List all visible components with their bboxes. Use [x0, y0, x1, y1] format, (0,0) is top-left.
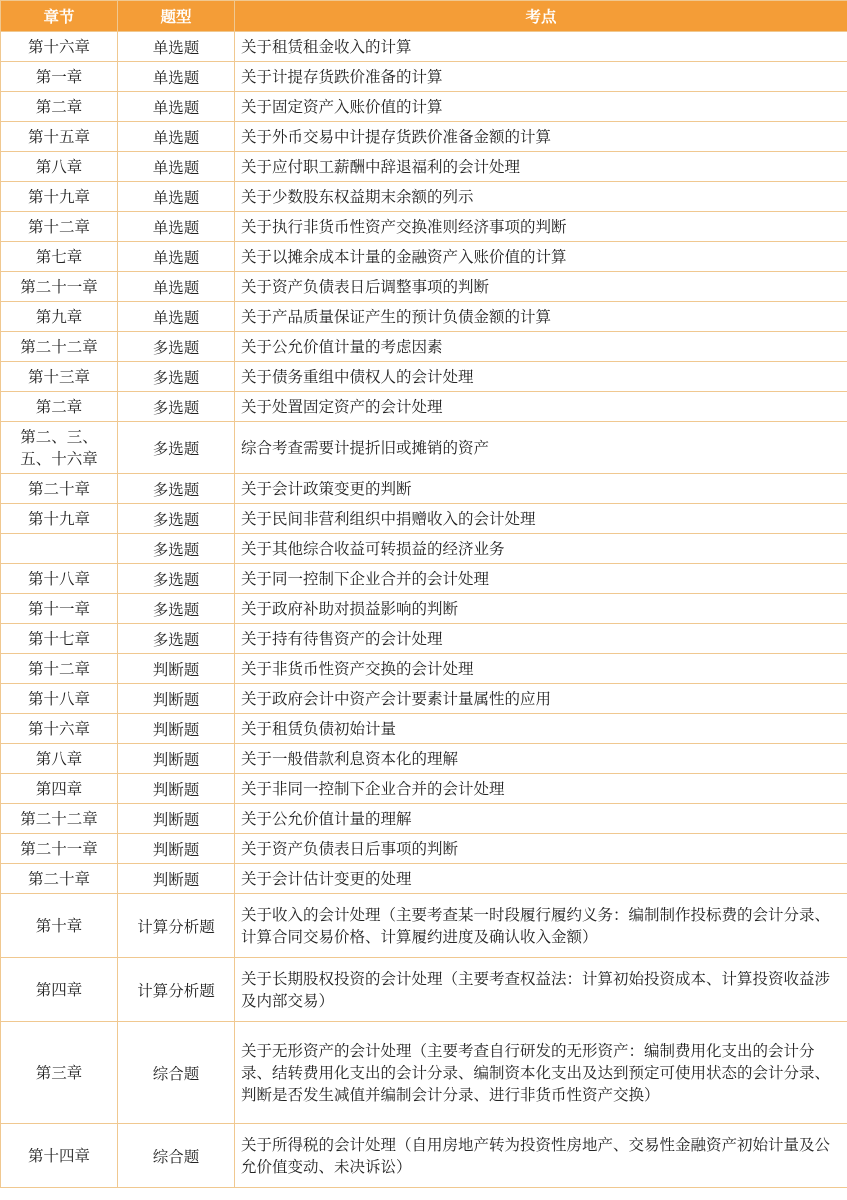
cell-topic: 关于非同一控制下企业合并的会计处理: [235, 774, 847, 804]
table-row: [1, 242, 847, 272]
cell-question-type: 判断题: [118, 684, 235, 714]
cell-question-type: 多选题: [118, 474, 235, 504]
cell-topic: 关于租赁租金收入的计算: [235, 32, 847, 62]
cell-chapter: 第四章: [1, 774, 118, 804]
table-row: [1, 684, 847, 714]
cell-chapter: 第二、三、五、十六章: [1, 422, 118, 474]
cell-chapter: 第二十章: [1, 864, 118, 894]
table-row: [1, 152, 847, 182]
cell-question-type: 判断题: [118, 744, 235, 774]
cell-chapter: 第二十二章: [1, 804, 118, 834]
cell-question-type: 多选题: [118, 332, 235, 362]
cell-question-type: 单选题: [118, 92, 235, 122]
cell-chapter: 第十二章: [1, 212, 118, 242]
table-row: [1, 958, 847, 1022]
cell-chapter: 第十四章: [1, 1124, 118, 1188]
cell-topic: 关于其他综合收益可转损益的经济业务: [235, 534, 847, 564]
cell-chapter: 第二十二章: [1, 332, 118, 362]
cell-chapter: 第十八章: [1, 684, 118, 714]
cell-topic: 关于外币交易中计提存货跌价准备金额的计算: [235, 122, 847, 152]
cell-question-type: 单选题: [118, 32, 235, 62]
cell-question-type: 多选题: [118, 534, 235, 564]
cell-topic: 关于计提存货跌价准备的计算: [235, 62, 847, 92]
cell-topic: 关于所得税的会计处理（自用房地产转为投资性房地产、交易性金融资产初始计量及公允价值变动、未决诉讼）: [235, 1124, 847, 1188]
cell-chapter: 第二十章: [1, 474, 118, 504]
table-row: [1, 714, 847, 744]
cell-topic: 关于债务重组中债权人的会计处理: [235, 362, 847, 392]
cell-chapter: 第十五章: [1, 122, 118, 152]
table-row: [1, 272, 847, 302]
table-row: [1, 654, 847, 684]
table-row: [1, 62, 847, 92]
cell-question-type: 多选题: [118, 422, 235, 474]
cell-chapter: 第二十一章: [1, 834, 118, 864]
cell-topic: 关于无形资产的会计处理（主要考查自行研发的无形资产：编制费用化支出的会计分录、结转费用化支出的会计分录、编制资本化支出及达到预定可使用状态的会计分录、判断是否发生减值并编制会计分录、进行非货币性资产交换）: [235, 1022, 847, 1124]
cell-question-type: 计算分析题: [118, 958, 235, 1022]
cell-question-type: 单选题: [118, 302, 235, 332]
cell-question-type: 多选题: [118, 362, 235, 392]
cell-topic: 关于以摊余成本计量的金融资产入账价值的计算: [235, 242, 847, 272]
cell-question-type: 判断题: [118, 864, 235, 894]
cell-question-type: 单选题: [118, 152, 235, 182]
cell-topic: 关于持有待售资产的会计处理: [235, 624, 847, 654]
cell-topic: 关于处置固定资产的会计处理: [235, 392, 847, 422]
cell-question-type: 多选题: [118, 504, 235, 534]
table-row: [1, 182, 847, 212]
cell-topic: 关于会计政策变更的判断: [235, 474, 847, 504]
cell-question-type: 单选题: [118, 62, 235, 92]
table-row: [1, 774, 847, 804]
cell-topic: 关于应付职工薪酬中辞退福利的会计处理: [235, 152, 847, 182]
cell-chapter: 第十八章: [1, 564, 118, 594]
table-row: [1, 624, 847, 654]
table-row: [1, 744, 847, 774]
cell-topic: 关于公允价值计量的考虑因素: [235, 332, 847, 362]
table-row: [1, 564, 847, 594]
cell-question-type: 计算分析题: [118, 894, 235, 958]
cell-topic: 关于会计估计变更的处理: [235, 864, 847, 894]
cell-question-type: 单选题: [118, 182, 235, 212]
table-row: [1, 864, 847, 894]
cell-topic: 关于固定资产入账价值的计算: [235, 92, 847, 122]
table-row: [1, 392, 847, 422]
header-topic: 考点: [235, 1, 847, 32]
cell-question-type: 判断题: [118, 774, 235, 804]
cell-topic: 关于政府补助对损益影响的判断: [235, 594, 847, 624]
cell-topic: 关于租赁负债初始计量: [235, 714, 847, 744]
cell-chapter: 第十六章: [1, 714, 118, 744]
table-row: [1, 834, 847, 864]
table-row: [1, 474, 847, 504]
table-row: [1, 1022, 847, 1124]
cell-chapter: 第十九章: [1, 504, 118, 534]
cell-chapter: 第二章: [1, 392, 118, 422]
cell-question-type: 多选题: [118, 392, 235, 422]
cell-question-type: 判断题: [118, 834, 235, 864]
cell-topic: 综合考查需要计提折旧或摊销的资产: [235, 422, 847, 474]
cell-chapter: 第二十一章: [1, 272, 118, 302]
cell-chapter: 第十章: [1, 894, 118, 958]
cell-chapter: 第八章: [1, 744, 118, 774]
cell-topic: 关于少数股东权益期末余额的列示: [235, 182, 847, 212]
cell-topic: 关于非货币性资产交换的会计处理: [235, 654, 847, 684]
table-row: [1, 92, 847, 122]
cell-chapter: 第十二章: [1, 654, 118, 684]
cell-topic: 关于执行非货币性资产交换准则经济事项的判断: [235, 212, 847, 242]
cell-topic: 关于同一控制下企业合并的会计处理: [235, 564, 847, 594]
table-row: [1, 32, 847, 62]
table-row: [1, 504, 847, 534]
cell-question-type: 判断题: [118, 804, 235, 834]
cell-topic: 关于公允价值计量的理解: [235, 804, 847, 834]
cell-question-type: 多选题: [118, 594, 235, 624]
cell-question-type: 判断题: [118, 654, 235, 684]
cell-question-type: 综合题: [118, 1022, 235, 1124]
cell-question-type: 判断题: [118, 714, 235, 744]
cell-chapter: 第十九章: [1, 182, 118, 212]
cell-chapter: 第七章: [1, 242, 118, 272]
cell-topic: 关于民间非营利组织中捐赠收入的会计处理: [235, 504, 847, 534]
cell-question-type: 多选题: [118, 564, 235, 594]
table-row: [1, 1124, 847, 1188]
cell-chapter: 第十七章: [1, 624, 118, 654]
cell-chapter: 第四章: [1, 958, 118, 1022]
cell-chapter: 第八章: [1, 152, 118, 182]
table-row: [1, 332, 847, 362]
table-row: [1, 302, 847, 332]
table-row: [1, 422, 847, 474]
table-row: [1, 362, 847, 392]
header-question-type: 题型: [118, 1, 235, 32]
cell-question-type: 综合题: [118, 1124, 235, 1188]
cell-chapter: 第十三章: [1, 362, 118, 392]
cell-question-type: 多选题: [118, 624, 235, 654]
cell-topic: 关于长期股权投资的会计处理（主要考查权益法：计算初始投资成本、计算投资收益涉及内部交易）: [235, 958, 847, 1022]
cell-topic: 关于产品质量保证产生的预计负债金额的计算: [235, 302, 847, 332]
table-row: [1, 894, 847, 958]
table-row: [1, 212, 847, 242]
cell-topic: 关于资产负债表日后调整事项的判断: [235, 272, 847, 302]
cell-chapter: 第十六章: [1, 32, 118, 62]
table-row: [1, 594, 847, 624]
table-row: [1, 804, 847, 834]
cell-question-type: 单选题: [118, 122, 235, 152]
table-header-row: [1, 1, 847, 32]
cell-chapter: 第十一章: [1, 594, 118, 624]
table-row: [1, 534, 847, 564]
cell-chapter: 第九章: [1, 302, 118, 332]
cell-question-type: 单选题: [118, 212, 235, 242]
cell-chapter: 第一章: [1, 62, 118, 92]
cell-question-type: 单选题: [118, 242, 235, 272]
cell-topic: 关于一般借款利息资本化的理解: [235, 744, 847, 774]
cell-topic: 关于资产负债表日后事项的判断: [235, 834, 847, 864]
cell-chapter: 第二章: [1, 92, 118, 122]
cell-question-type: 单选题: [118, 272, 235, 302]
cell-chapter: 第三章: [1, 1022, 118, 1124]
cell-topic: 关于收入的会计处理（主要考查某一时段履行履约义务：编制制作投标费的会计分录、计算合同交易价格、计算履约进度及确认收入金额）: [235, 894, 847, 958]
header-chapter: 章节: [1, 1, 118, 32]
cell-topic: 关于政府会计中资产会计要素计量属性的应用: [235, 684, 847, 714]
cell-chapter: [1, 534, 118, 564]
table-row: [1, 122, 847, 152]
